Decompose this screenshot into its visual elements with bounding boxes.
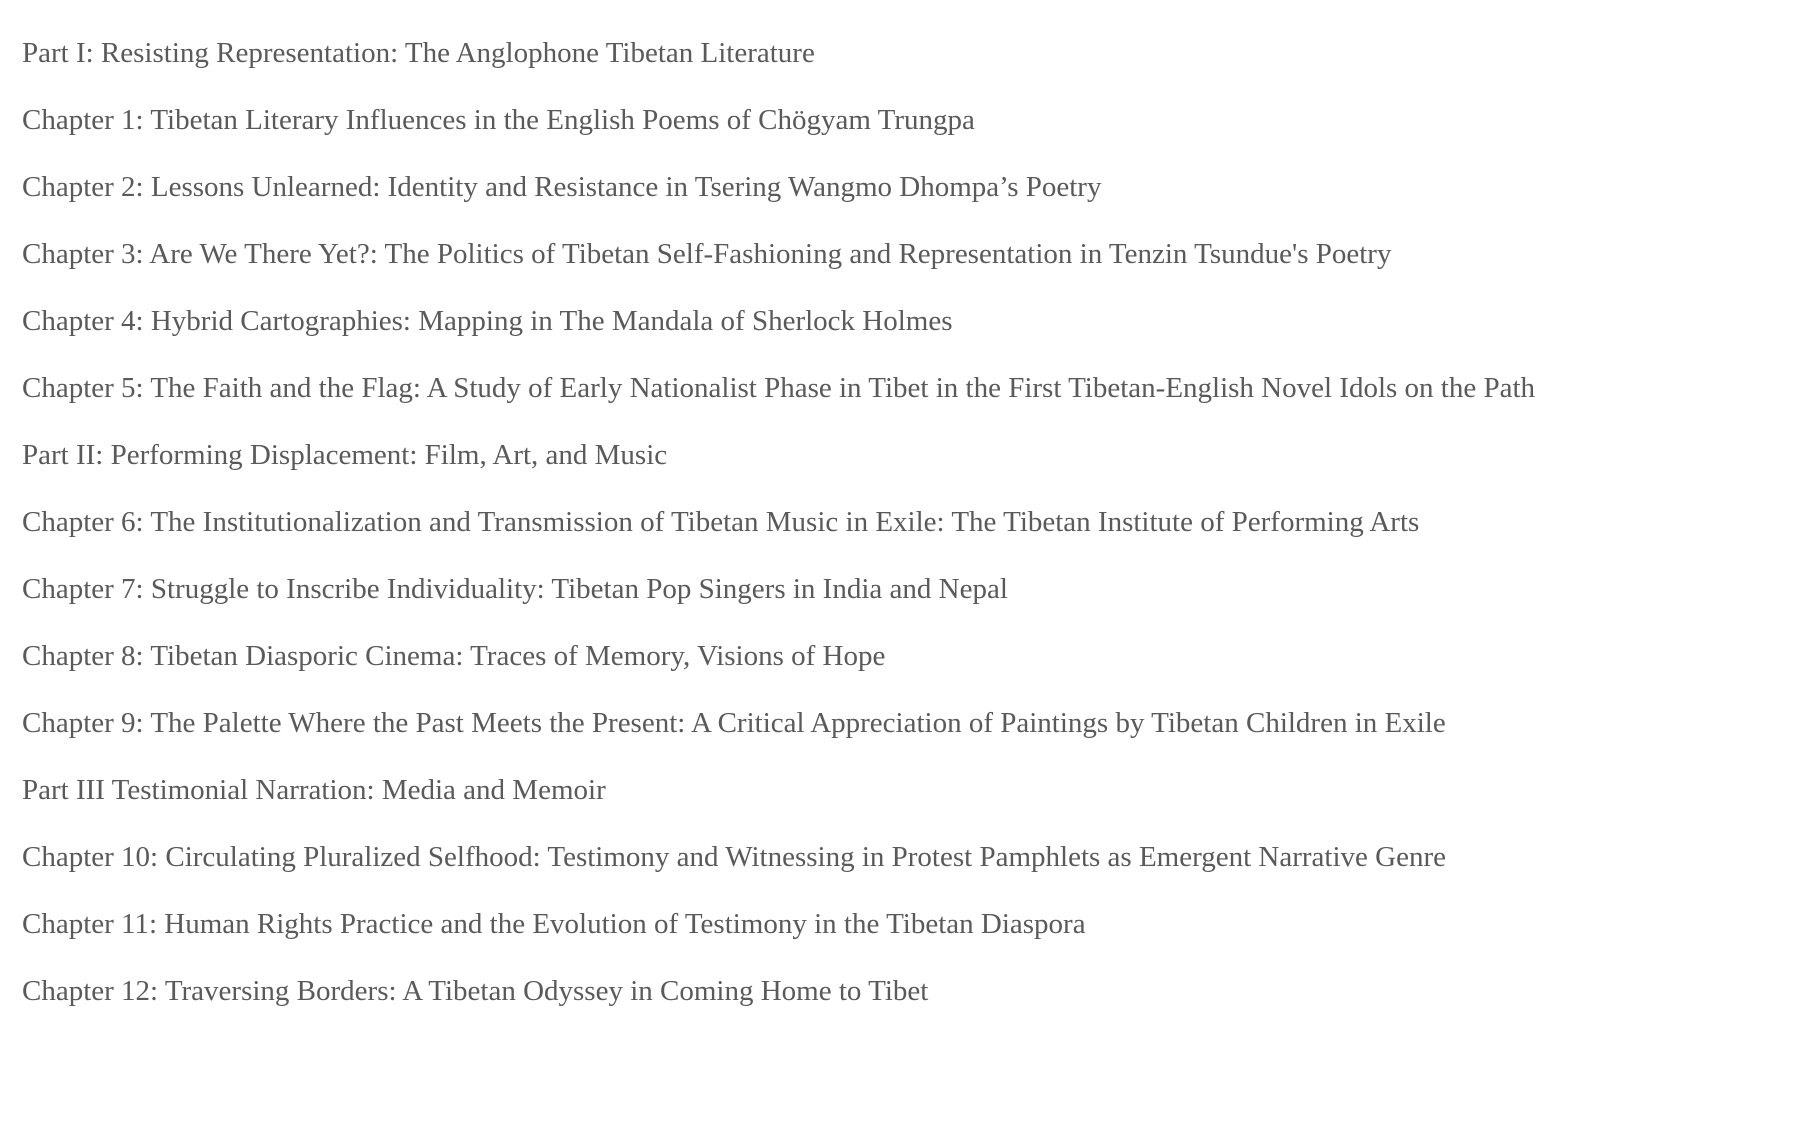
table-of-contents bbox=[22, 30, 1702, 1035]
part-heading-1: Part I: Resisting Representation: The Anglophone Tibetan Literature bbox=[22, 37, 815, 69]
part-heading-3: Part III Testimonial Narration: Media and Memoir bbox=[22, 774, 606, 806]
chapter-12-title: Chapter 12: Traversing Borders: A Tibetan Odyssey in Coming Home to Tibet bbox=[22, 975, 929, 1007]
chapter-6-title: Chapter 6: The Institutionalization and Transmission of Tibetan Music in Exile: The Tibetan Institute of Performing Arts bbox=[22, 506, 1420, 538]
part-heading-2: Part II: Performing Displacement: Film, Art, and Music bbox=[22, 439, 668, 471]
chapter-8-title: Chapter 8: Tibetan Diasporic Cinema: Traces of Memory, Visions of Hope bbox=[22, 640, 886, 672]
chapter-3-title: Chapter 3: Are We There Yet?: The Politics of Tibetan Self-Fashioning and Representation in Tenzin Tsundue's Poetry bbox=[22, 238, 1392, 270]
chapter-7-title: Chapter 7: Struggle to Inscribe Individuality: Tibetan Pop Singers in India and Nepal bbox=[22, 573, 1008, 605]
chapter-11-title: Chapter 11: Human Rights Practice and the Evolution of Testimony in the Tibetan Diaspora bbox=[22, 908, 1086, 940]
chapter-10-title: Chapter 10: Circulating Pluralized Selfhood: Testimony and Witnessing in Protest Pamphlets as Emergent Narrative Genre bbox=[22, 841, 1446, 873]
chapter-2-title: Chapter 2: Lessons Unlearned: Identity and Resistance in Tsering Wangmo Dhompa’s Poetry bbox=[22, 171, 1102, 203]
chapter-4-title: Chapter 4: Hybrid Cartographies: Mapping in The Mandala of Sherlock Holmes bbox=[22, 305, 953, 337]
chapter-9-title: Chapter 9: The Palette Where the Past Meets the Present: A Critical Appreciation of Paintings by Tibetan Children in Exile bbox=[22, 707, 1446, 739]
chapter-5-title: Chapter 5: The Faith and the Flag: A Study of Early Nationalist Phase in Tibet in the First Tibetan-English Novel Idols on the Path bbox=[22, 372, 1536, 404]
chapter-1-title: Chapter 1: Tibetan Literary Influences in the English Poems of Chögyam Trungpa bbox=[22, 104, 975, 136]
